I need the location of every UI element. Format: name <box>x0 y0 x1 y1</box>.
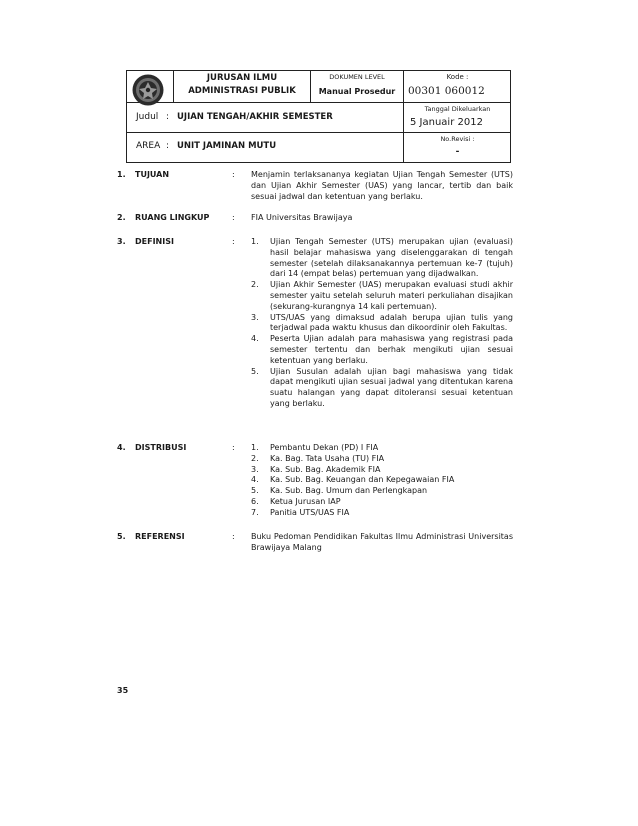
section-number: 1. <box>117 170 126 179</box>
list-item <box>251 443 513 454</box>
list-item-number: 2. <box>251 453 259 463</box>
judul-value: UJIAN TENGAH/AKHIR SEMESTER <box>177 112 333 122</box>
section-colon: : <box>232 237 235 246</box>
section-number: 4. <box>117 443 126 452</box>
list-item <box>251 334 513 366</box>
section-content <box>251 237 513 410</box>
section-title: DEFINISI <box>135 237 174 246</box>
list-item-number: 2. <box>251 280 259 290</box>
list-item-number: 5. <box>251 486 259 496</box>
kode-label: Kode : <box>446 73 469 81</box>
area-value: UNIT JAMINAN MUTU <box>177 141 277 151</box>
university-logo-icon <box>131 73 165 107</box>
list-item <box>251 486 513 497</box>
section-number: 5. <box>117 532 126 541</box>
list-item-text: Ujian Akhir Semester (UAS) merupakan evaluasi studi akhir semester yaitu setelah seluruh materi perkuliahan disajikan (sekurang-kurangnya 14 kali pertemuan). <box>270 280 513 311</box>
list-item <box>251 475 513 486</box>
section-text: FIA Universitas Brawijaya <box>251 213 353 222</box>
doc-level-label: DOKUMEN LEVEL <box>329 73 385 81</box>
list-item-text: Peserta Ujian adalah para mahasiswa yang registrasi pada semester tertentu dan berhak mengikuti ujian sesuai ketentuan yang berlaku. <box>270 334 513 365</box>
section-title: TUJUAN <box>135 170 170 179</box>
area-separator: : <box>166 141 170 151</box>
section-colon: : <box>232 170 235 179</box>
list-item-text: Ketua Jurusan IAP <box>270 496 341 506</box>
section-number: 3. <box>117 237 126 246</box>
list-item-text: UTS/UAS yang dimaksud adalah berupa ujian tulis yang terjadwal pada waktu khusus dan dikoordinir oleh Fakultas. <box>270 312 513 333</box>
section-colon: : <box>232 532 235 541</box>
list-item <box>251 367 513 410</box>
list-item-text: Panitia UTS/UAS FIA <box>270 507 350 517</box>
list-item <box>251 454 513 465</box>
definition-list <box>251 237 513 410</box>
header-row-divider-2 <box>126 132 511 133</box>
tanggal-label: Tanggal Dikeluarkan <box>424 105 491 113</box>
distribution-list <box>251 443 513 519</box>
section-text: Menjamin terlaksananya kegiatan Ujian Tengah Semester (UTS) dan Ujian Akhir Semester (UAS) yang lancar, tertib dan baik sesuai jadwal dan ketentuan yang berlaku. <box>251 170 513 201</box>
list-item-text: Ujian Susulan adalah ujian bagi mahasiswa yang tidak dapat mengikuti ujian sesuai jadwal yang ditentukan karena suatu halangan yang dapat ditoleransi sesuai ketentuan yang berlaku. <box>270 366 513 408</box>
department-line-1: JURUSAN ILMU <box>206 73 278 83</box>
list-item-text: Ka. Bag. Tata Usaha (TU) FIA <box>270 453 385 463</box>
list-item-number: 7. <box>251 507 259 517</box>
list-item <box>251 237 513 280</box>
department-line-2: ADMINISTRASI PUBLIK <box>188 86 296 96</box>
list-item-text: Pembantu Dekan (PD) I FIA <box>270 443 379 452</box>
list-item <box>251 465 513 476</box>
list-item-text: Ka. Sub. Bag. Umum dan Perlengkapan <box>270 486 428 496</box>
section-colon: : <box>232 443 235 452</box>
section-title: RUANG LINGKUP <box>135 213 210 222</box>
section-content <box>251 443 513 519</box>
list-item-number: 1. <box>251 237 259 246</box>
section-title: REFERENSI <box>135 532 185 541</box>
doc-level-value: Manual Prosedur <box>318 87 396 96</box>
list-item-number: 6. <box>251 496 259 506</box>
judul-separator: : <box>166 112 170 122</box>
list-item-number: 4. <box>251 475 259 485</box>
section-title: DISTRIBUSI <box>135 443 187 452</box>
list-item <box>251 497 513 508</box>
section-text: Buku Pedoman Pendidikan Fakultas Ilmu Administrasi Universitas Brawijaya Malang <box>251 532 513 552</box>
header-row-divider-1 <box>126 102 511 103</box>
section-content <box>251 213 513 224</box>
tanggal-value: 5 Januair 2012 <box>410 117 483 128</box>
list-item-number: 5. <box>251 366 259 376</box>
judul-label: Judul <box>136 112 159 122</box>
list-item-number: 3. <box>251 312 259 322</box>
section-colon: : <box>232 213 235 222</box>
list-item <box>251 280 513 312</box>
list-item <box>251 313 513 335</box>
list-item <box>251 508 513 519</box>
page-number: 35 <box>117 686 129 695</box>
list-item-number: 3. <box>251 464 259 474</box>
list-item-text: Ujian Tengah Semester (UTS) merupakan ujian (evaluasi) hasil belajar mahasiswa yang diselenggarakan di tengah semester (setelah dilaksanakannya pertemuan ke-7 (tujuh) dari 14 (empat belas) pertemuan yang dijadwalkan. <box>270 237 513 279</box>
section-content <box>251 532 513 554</box>
kode-value: 00301 060012 <box>408 85 485 97</box>
list-item-text: Ka. Sub. Bag. Keuangan dan Kepegawaian FIA <box>270 475 455 485</box>
list-item-number: 4. <box>251 334 259 344</box>
area-label: AREA <box>136 141 161 151</box>
list-item-number: 1. <box>251 443 259 452</box>
revisi-value: - <box>455 147 460 157</box>
section-content <box>251 170 513 202</box>
list-item-text: Ka. Sub. Bag. Akademik FIA <box>270 464 381 474</box>
section-number: 2. <box>117 213 126 222</box>
revisi-label: No.Revisi : <box>440 135 475 143</box>
